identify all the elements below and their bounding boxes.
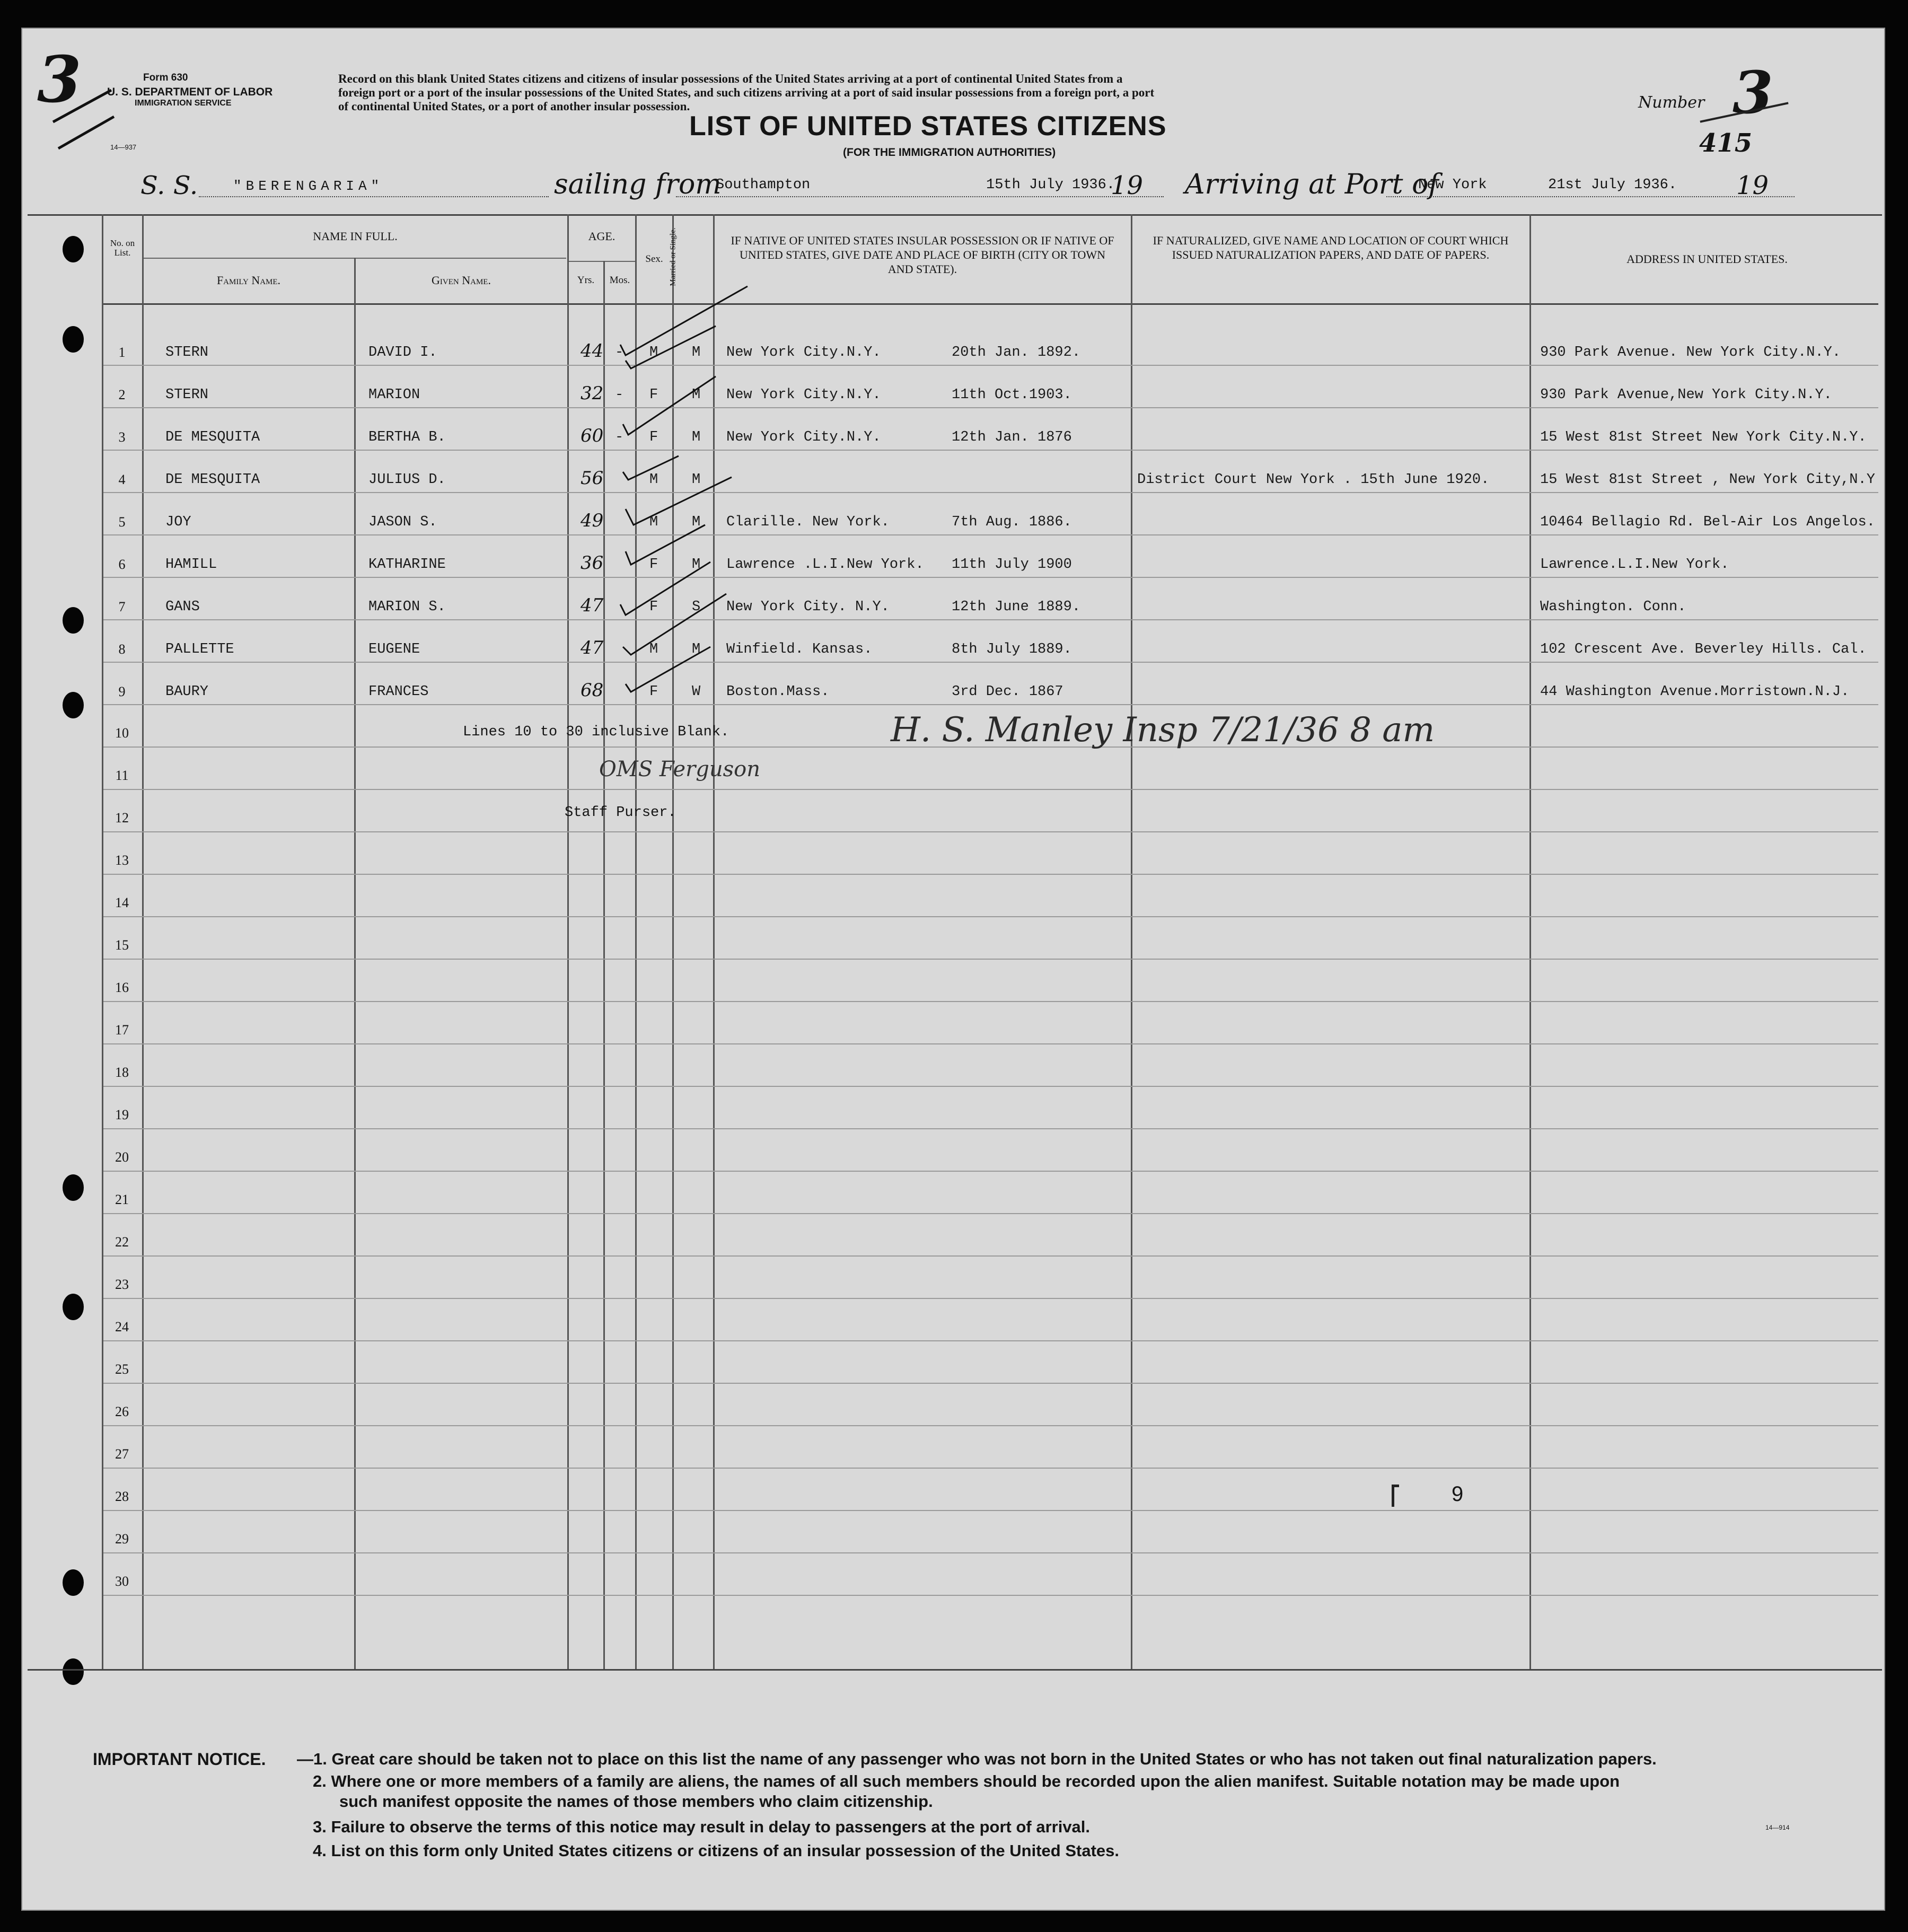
from-port: Southampton	[716, 177, 811, 193]
record-instructions: Record on this blank United States citizens and citizens of insular possessions of the United States arriving at a port of continental United States from a foreign port or a port of the insular possessions of the United States, and such citizens arriving at a port of said insular possessions from a foreign port, a port of continental United States, or a port of another insular possession.	[338, 72, 1155, 113]
marital-status-cell: M	[692, 429, 701, 445]
row-rule	[103, 1086, 1878, 1087]
birth-date-cell: 12th Jan. 1876	[952, 429, 1072, 445]
row-rule	[103, 534, 1878, 535]
sheet-reference: 415	[1699, 128, 1753, 158]
family-name-cell: STERN	[165, 345, 209, 361]
row-rule	[103, 704, 1878, 705]
sex-cell: M	[649, 642, 658, 657]
row-number: 25	[115, 1362, 129, 1377]
year-suffix-2: 19	[1736, 171, 1769, 200]
ss-label: S. S.	[140, 171, 198, 200]
stamp-number: 9	[1452, 1482, 1464, 1506]
sex-cell: F	[649, 599, 658, 615]
sailing-underline	[676, 196, 1164, 197]
col-divider	[603, 261, 605, 1669]
family-name-cell: JOY	[165, 514, 191, 530]
row-rule	[103, 619, 1878, 620]
row-number: 27	[115, 1446, 129, 1462]
col-header-sex: Sex.	[645, 253, 663, 265]
birth-place-cell: Lawrence .L.I.New York.	[726, 557, 924, 573]
naturalization-cell: District Court New York . 15th June 1920.	[1137, 472, 1490, 488]
col-header-mos: Mos.	[609, 275, 630, 286]
marital-status-cell: S	[692, 599, 701, 615]
to-port: New York	[1418, 177, 1487, 193]
age-years-cell: 68	[581, 680, 604, 701]
address-cell: Washington. Conn.	[1540, 599, 1686, 615]
row-rule	[103, 1298, 1878, 1299]
page-title: LIST OF UNITED STATES CITIZENS	[689, 111, 1167, 142]
notice-item-4: 4. List on this form only United States citizens or citizens of an insular possession of the United States.	[313, 1841, 1119, 1860]
col-header-no: No. on List.	[110, 238, 135, 258]
family-name-cell: HAMILL	[165, 557, 217, 573]
birth-date-cell: 8th July 1889.	[952, 642, 1072, 657]
row-rule	[103, 492, 1878, 493]
row-number: 1	[118, 345, 126, 360]
notice-item-3: 3. Failure to observe the terms of this notice may result in delay to passengers at the port of arrival.	[313, 1817, 1091, 1836]
row-rule	[103, 450, 1878, 451]
address-cell: 15 West 81st Street , New York City,N.Y	[1540, 472, 1875, 488]
notice-item-2-cont: such manifest opposite the names of those members who claim citizenship.	[339, 1792, 933, 1811]
row-number: 11	[115, 768, 129, 783]
col-header-address: ADDRESS IN UNITED STATES.	[1626, 252, 1788, 266]
row-rule	[103, 789, 1878, 790]
col-header-married: Married or Single.	[669, 227, 678, 286]
tally-check-marks	[610, 276, 758, 700]
row-number: 9	[118, 684, 126, 699]
family-name-cell: PALLETTE	[165, 642, 234, 657]
row-number: 23	[115, 1277, 129, 1292]
birth-place-cell: New York City. N.Y.	[726, 599, 890, 615]
row-number: 16	[115, 980, 129, 995]
marital-status-cell: M	[692, 557, 701, 573]
age-years-cell: 60	[581, 425, 604, 446]
printer-code: 14—937	[110, 143, 137, 151]
given-name-cell: JULIUS D.	[368, 472, 446, 488]
punch-hole	[63, 326, 84, 353]
sex-cell: F	[649, 684, 658, 700]
age-years-cell: 44	[581, 340, 604, 362]
birth-place-cell: New York City.N.Y.	[726, 345, 881, 361]
age-years-cell: 47	[581, 595, 604, 616]
col-header-age: AGE.	[588, 230, 616, 243]
birth-place-cell: Winfield. Kansas.	[726, 642, 873, 657]
sail-date: 15th July 1936.	[986, 177, 1115, 193]
arrival-underline	[1386, 196, 1795, 197]
row-number: 14	[115, 895, 129, 910]
birth-place-cell: Boston.Mass.	[726, 684, 830, 700]
sex-cell: M	[649, 514, 658, 530]
row-rule	[103, 831, 1878, 832]
row-number: 10	[115, 725, 129, 741]
birth-date-cell: 12th June 1889.	[952, 599, 1081, 615]
footer-code: 14—914	[1765, 1824, 1790, 1831]
row-number: 7	[118, 599, 126, 614]
arriving-label: Arriving at Port of	[1185, 169, 1439, 200]
given-name-cell: DAVID I.	[368, 345, 437, 361]
table-bottom-rule	[28, 1669, 1882, 1671]
row-rule	[103, 1255, 1878, 1257]
age-months-cell: -	[615, 387, 624, 403]
address-cell: 10464 Bellagio Rd. Bel-Air Los Angelos.	[1540, 514, 1875, 530]
department-label: U. S. DEPARTMENT OF LABOR	[107, 86, 273, 98]
row-number: 8	[118, 642, 126, 657]
row-rule	[103, 1043, 1878, 1044]
row-number: 17	[115, 1022, 129, 1038]
notice-item-2: 2. Where one or more members of a family are aliens, the names of all such members should be recorded upon the alien manifest. Suitable notation may be made upon	[313, 1772, 1620, 1790]
row-number: 19	[115, 1107, 129, 1122]
row-rule	[103, 1340, 1878, 1341]
notice-heading: IMPORTANT NOTICE.	[93, 1750, 266, 1769]
blank-lines-note: Lines 10 to 30 inclusive Blank.	[463, 724, 729, 740]
col-header-name: NAME IN FULL.	[313, 230, 398, 243]
table-top-rule	[28, 214, 1882, 216]
birth-date-cell: 20th Jan. 1892.	[952, 345, 1081, 361]
row-rule	[103, 577, 1878, 578]
row-rule	[103, 1383, 1878, 1384]
row-rule	[103, 1001, 1878, 1002]
notice-item-1: —1. Great care should be taken not to place on this list the name of any passenger who was not born in the United States or who has not taken out final naturalization papers.	[297, 1750, 1657, 1768]
marital-status-cell: M	[692, 345, 701, 361]
ship-name: "BERENGARIA"	[233, 178, 384, 194]
col-divider	[1529, 214, 1531, 1669]
given-name-cell: FRANCES	[368, 684, 429, 700]
row-rule	[103, 365, 1878, 366]
col-divider	[142, 214, 144, 1669]
row-rule	[103, 1171, 1878, 1172]
col-header-naturalized: IF NATURALIZED, GIVE NAME AND LOCATION OF COURT WHICH ISSUED NATURALIZATION PAPERS, AND DATE OF PAPERS.	[1153, 234, 1509, 261]
row-number: 29	[115, 1531, 129, 1547]
ship-underline	[199, 196, 549, 197]
table-header-rule	[103, 303, 1878, 305]
given-name-cell: JASON S.	[368, 514, 437, 530]
purser-title: Staff Purser.	[565, 805, 676, 821]
col-divider	[567, 214, 569, 1669]
row-number: 6	[118, 557, 126, 572]
manifest-sheet	[21, 28, 1885, 1911]
row-rule	[103, 1425, 1878, 1426]
age-years-cell: 49	[581, 510, 604, 531]
given-name-cell: BERTHA B.	[368, 429, 446, 445]
marital-status-cell: M	[692, 387, 701, 403]
marital-status-cell: M	[692, 642, 701, 657]
row-number: 26	[115, 1404, 129, 1419]
family-name-cell: STERN	[165, 387, 209, 403]
address-cell: 102 Crescent Ave. Beverley Hills. Cal.	[1540, 642, 1867, 657]
purser-signature: OMS Ferguson	[599, 757, 760, 781]
age-subhead-rule	[568, 261, 636, 262]
address-cell: 930 Park Avenue,New York City.N.Y.	[1540, 387, 1832, 403]
row-rule	[103, 1468, 1878, 1469]
age-years-cell: 36	[581, 552, 604, 574]
stamp-bracket	[1392, 1485, 1394, 1507]
given-name-cell: EUGENE	[368, 642, 420, 657]
inspector-annotation: H. S. Manley Insp 7/21/36 8 am	[891, 710, 1435, 750]
col-header-family: Family Name.	[216, 274, 281, 287]
col-header-given: Given Name.	[432, 274, 491, 287]
punch-hole	[63, 1569, 84, 1596]
family-name-cell: BAURY	[165, 684, 209, 700]
punch-hole	[63, 1294, 84, 1320]
birth-date-cell: 7th Aug. 1886.	[952, 514, 1072, 530]
row-number: 15	[115, 937, 129, 953]
sex-cell: M	[649, 472, 658, 488]
punch-hole	[63, 1174, 84, 1201]
row-number: 2	[118, 387, 126, 402]
family-name-cell: GANS	[165, 599, 200, 615]
birth-place-cell: Clarille. New York.	[726, 514, 890, 530]
col-divider	[1131, 214, 1132, 1669]
birth-date-cell: 11th Oct.1903.	[952, 387, 1072, 403]
row-number: 28	[115, 1489, 129, 1504]
punch-hole	[63, 1658, 84, 1685]
sex-cell: F	[649, 429, 658, 445]
sex-cell: F	[649, 557, 658, 573]
year-suffix-1: 19	[1111, 171, 1144, 200]
page-subtitle: (FOR THE IMMIGRATION AUTHORITIES)	[843, 146, 1056, 159]
row-rule	[103, 916, 1878, 917]
birth-place-cell: New York City.N.Y.	[726, 387, 881, 403]
service-label: IMMIGRATION SERVICE	[135, 99, 232, 108]
given-name-cell: MARION S.	[368, 599, 446, 615]
row-number: 22	[115, 1234, 129, 1250]
stamp-bracket	[1392, 1485, 1399, 1487]
row-rule	[103, 1552, 1878, 1553]
given-name-cell: KATHARINE	[368, 557, 446, 573]
row-number: 4	[118, 472, 126, 487]
arrival-date: 21st July 1936.	[1548, 177, 1677, 193]
row-number: 3	[118, 429, 126, 445]
number-value: 3	[1733, 58, 1773, 127]
row-rule	[103, 1213, 1878, 1214]
given-name-cell: MARION	[368, 387, 420, 403]
row-rule	[103, 662, 1878, 663]
number-label: Number	[1638, 93, 1705, 112]
col-header-birth: IF NATIVE OF UNITED STATES INSULAR POSSESSION OR IF NATIVE OF UNITED STATES, GIVE DATE AND PLACE OF BIRTH (CITY OR TOWN AND STATE).	[731, 234, 1114, 276]
marital-status-cell: M	[692, 514, 701, 530]
age-years-cell: 47	[581, 637, 604, 658]
row-number: 20	[115, 1149, 129, 1165]
row-rule	[103, 874, 1878, 875]
row-number: 13	[115, 853, 129, 868]
col-divider	[354, 258, 356, 1669]
birth-place-cell: New York City.N.Y.	[726, 429, 881, 445]
sailing-from-label: sailing from	[554, 169, 722, 200]
row-rule	[103, 407, 1878, 408]
row-number: 5	[118, 514, 126, 530]
sex-cell: F	[649, 387, 658, 403]
address-cell: Lawrence.L.I.New York.	[1540, 557, 1729, 573]
row-number: 30	[115, 1574, 129, 1589]
row-number: 24	[115, 1319, 129, 1334]
row-number: 18	[115, 1065, 129, 1080]
family-name-cell: DE MESQUITA	[165, 429, 260, 445]
age-years-cell: 56	[581, 468, 604, 489]
address-cell: 44 Washington Avenue.Morristown.N.J.	[1540, 684, 1850, 700]
age-months-cell: -	[615, 429, 624, 445]
row-number: 21	[115, 1192, 129, 1207]
corner-slash-mark	[48, 80, 117, 154]
marital-status-cell: M	[692, 472, 701, 488]
birth-date-cell: 11th July 1900	[952, 557, 1072, 573]
sex-cell: M	[649, 345, 658, 361]
marital-status-cell: W	[692, 684, 701, 700]
row-rule	[103, 959, 1878, 960]
address-cell: 930 Park Avenue. New York City.N.Y.	[1540, 345, 1841, 361]
birth-date-cell: 3rd Dec. 1867	[952, 684, 1063, 700]
age-months-cell: -	[615, 345, 624, 361]
punch-hole	[63, 236, 84, 262]
col-divider	[102, 214, 103, 1669]
row-rule	[103, 1128, 1878, 1129]
address-cell: 15 West 81st Street New York City.N.Y.	[1540, 429, 1867, 445]
col-header-yrs: Yrs.	[577, 275, 595, 286]
corner-number: 3	[37, 42, 82, 117]
row-number: 12	[115, 810, 129, 826]
family-name-cell: DE MESQUITA	[165, 472, 260, 488]
form-number: Form 630	[143, 72, 188, 83]
punch-hole	[63, 692, 84, 718]
punch-hole	[63, 607, 84, 634]
row-rule	[103, 1510, 1878, 1511]
row-rule	[103, 1595, 1878, 1596]
age-years-cell: 32	[581, 383, 604, 404]
